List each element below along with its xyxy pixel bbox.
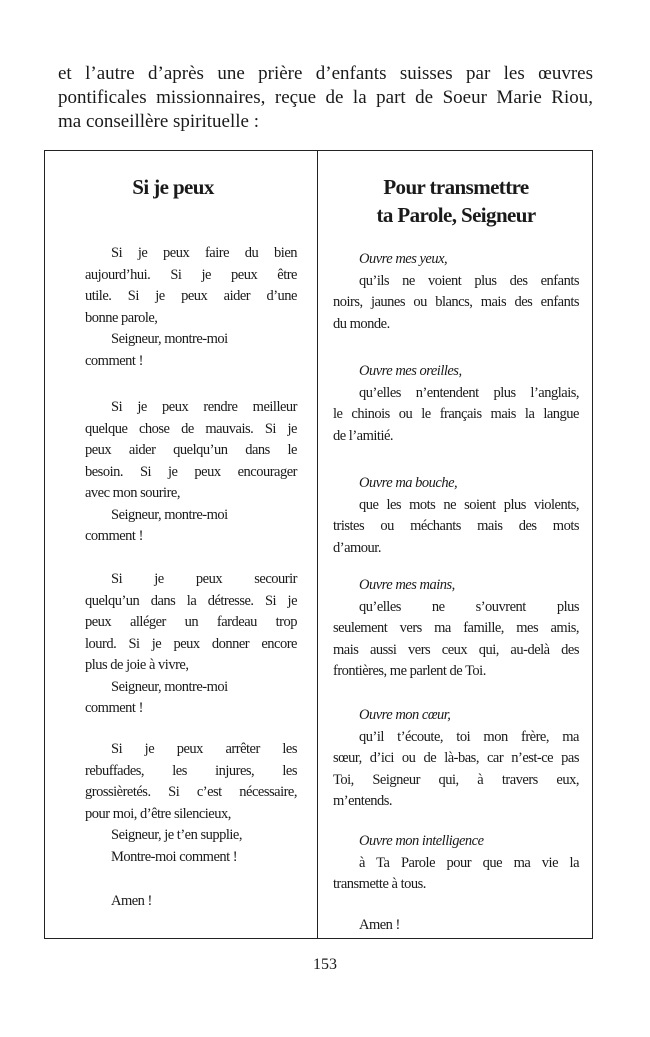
stanza-line: du monde. [333, 315, 390, 332]
right-stanza-intelligence [333, 831, 579, 896]
stanza-line: Si je peux rendre meilleur [111, 399, 297, 415]
stanza-heading: Ouvre mes yeux, [359, 251, 448, 267]
stanza-line: grossièretés. Si c’est nécessaire, [85, 784, 297, 800]
refrain-end: comment ! [85, 700, 143, 716]
right-stanza-heart [333, 705, 579, 813]
stanza-line: peux alléger un fardeau trop [85, 614, 297, 630]
right-amen [333, 915, 579, 937]
stanza-line: quelque chose de mauvais. Si je [85, 420, 297, 437]
stanza-line: transmette à tous. [333, 876, 426, 892]
right-title-line-1: Pour transmettre [383, 175, 529, 199]
refrain-seigneur: Seigneur, [111, 678, 162, 695]
refrain-montre-moi: montre-moi [164, 331, 228, 347]
refrain-seigneur: Seigneur, [111, 331, 162, 347]
left-stanza-4 [85, 739, 297, 868]
stanza-line: qu’ils ne voient plus des enfants [359, 272, 579, 289]
refrain-line [85, 677, 297, 699]
prayer-frame [44, 150, 593, 939]
intro-line-3: ma conseillère spirituelle : [58, 111, 260, 132]
stanza-line: plus de joie à vivre, [85, 657, 189, 673]
column-divider [317, 151, 318, 938]
refrain-montre-moi: montre-moi [164, 678, 228, 695]
right-title [333, 173, 579, 229]
stanza-line: qu’elles ne s’ouvrent plus [359, 598, 579, 615]
left-stanza-3 [85, 569, 297, 720]
stanza-line: que les mots ne soient plus violents, [359, 496, 579, 513]
amen-text: Amen ! [359, 917, 400, 933]
stanza-line: rebuffades, les injures, les [85, 762, 297, 779]
stanza-line: Si je peux arrêter les [111, 741, 297, 757]
stanza-line: pour moi, d’être silencieux, [85, 805, 231, 822]
right-title-line-2: ta Parole, Seigneur [376, 203, 536, 227]
stanza-line: bonne parole, [85, 309, 158, 326]
left-stanza-1 [85, 243, 297, 372]
stanza-line: seulement vers ma famille, mes amis, [333, 620, 579, 636]
stanza-line: qu’elles n’entendent plus l’anglais, [359, 384, 579, 401]
stanza-line: de l’amitié. [333, 427, 394, 444]
stanza-line: Montre-moi comment ! [111, 848, 238, 865]
left-amen [85, 891, 297, 913]
right-stanza-mouth [333, 473, 579, 559]
refrain-montre-moi: montre-moi [164, 506, 228, 523]
amen-text: Amen ! [111, 893, 152, 909]
intro-paragraph [58, 62, 593, 134]
stanza-line: Toi, Seigneur qui, à travers eux, [333, 771, 579, 788]
stanza-line: tristes ou méchants mais des mots [333, 518, 579, 534]
stanza-line: Si je peux faire du bien [111, 245, 297, 261]
stanza-line: aujourd’hui. Si je peux être [85, 266, 297, 283]
stanza-line: qu’il t’écoute, toi mon frère, ma [359, 728, 579, 745]
stanza-line: mais aussi vers ceux qui, au-delà des [333, 641, 579, 658]
stanza-heading: Ouvre mon cœur, [359, 707, 451, 723]
refrain-end: comment ! [85, 352, 143, 369]
refrain-line [85, 505, 297, 527]
refrain-seigneur: Seigneur, [111, 506, 162, 523]
stanza-line: Si je peux secourir [111, 571, 297, 587]
stanza-line: le chinois ou le français mais la langue [333, 406, 579, 422]
stanza-line: quelqu’un dans la détresse. Si je [85, 592, 297, 609]
stanza-heading: Ouvre mon intelligence [359, 833, 484, 849]
stanza-line: Seigneur, je t’en supplie, [111, 827, 242, 843]
right-stanza-eyes [333, 249, 579, 335]
page-number: 153 [313, 956, 337, 973]
stanza-line: m’entends. [333, 793, 393, 809]
left-title: Si je peux [132, 175, 214, 199]
stanza-line: sœur, d’ici ou de là-bas, car n’est-ce pas [333, 750, 579, 766]
stanza-heading: Ouvre mes mains, [359, 577, 455, 593]
stanza-line: à Ta Parole pour que ma vie la [359, 854, 579, 871]
stanza-line: lourd. Si je peux donner encore [85, 635, 297, 652]
right-stanza-hands [333, 575, 579, 683]
left-stanza-2 [85, 397, 297, 548]
stanza-line: d’amour. [333, 539, 381, 556]
intro-line-1: et l’autre d’après une prière d’enfants suisses par les œuvres [58, 63, 593, 84]
stanza-heading: Ouvre mes oreilles, [359, 363, 462, 379]
refrain-line [85, 329, 297, 351]
stanza-line: besoin. Si je peux encourager [85, 463, 297, 480]
stanza-line: avec mon sourire, [85, 485, 180, 501]
stanza-line: frontières, me parlent de Toi. [333, 663, 486, 679]
stanza-line: noirs, jaunes ou blancs, mais des enfants [333, 294, 579, 310]
stanza-line: utile. Si je peux aider d’une [85, 288, 297, 304]
stanza-heading: Ouvre ma bouche, [359, 475, 458, 491]
right-stanza-ears [333, 361, 579, 447]
intro-line-2: pontificales missionnaires, reçue de la part de Soeur Marie Riou, [58, 87, 593, 108]
refrain-end: comment ! [85, 528, 143, 544]
stanza-line: peux aider quelqu’un dans le [85, 442, 297, 458]
